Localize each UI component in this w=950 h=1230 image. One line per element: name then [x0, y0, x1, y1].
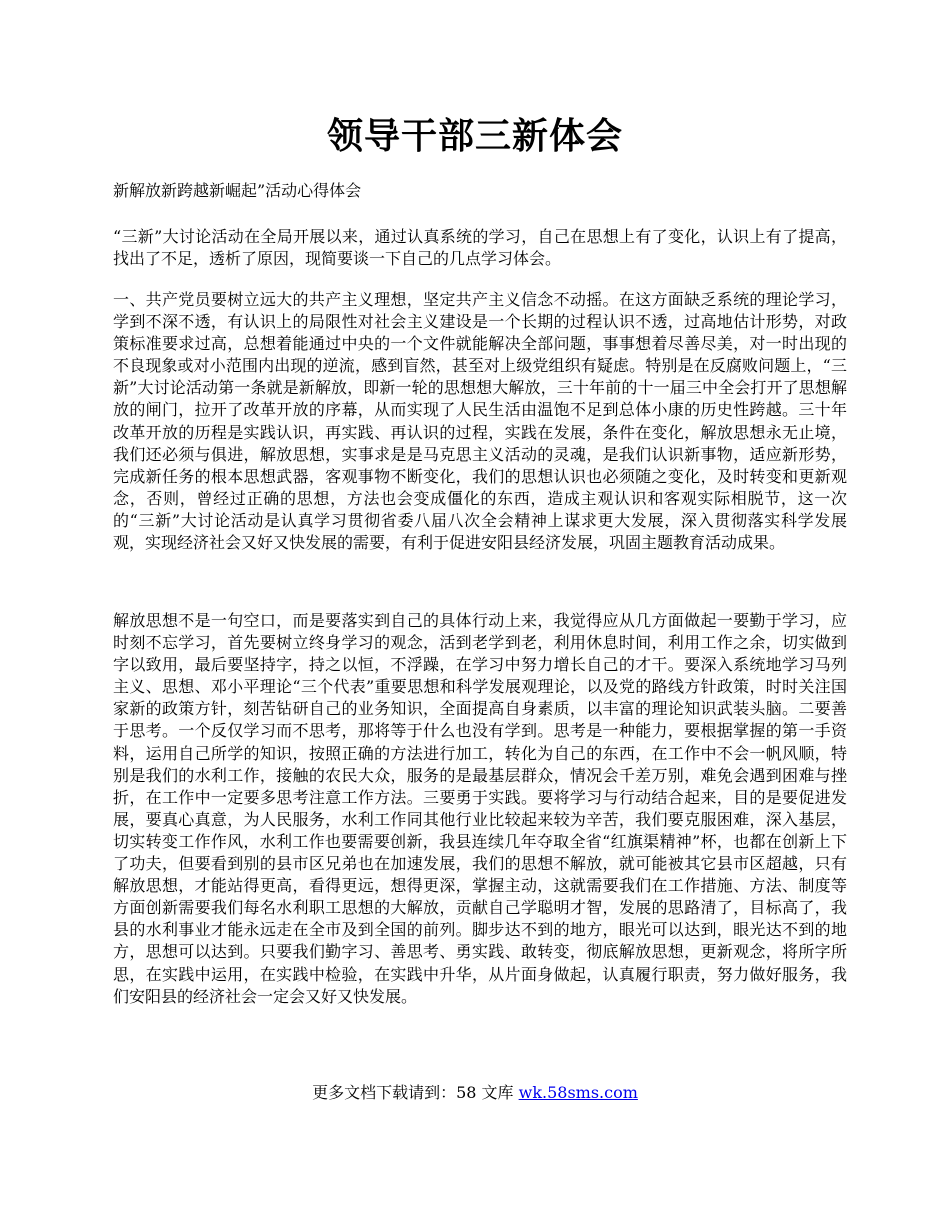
footer-link[interactable]: wk.58sms.com — [518, 1083, 638, 1102]
download-footer — [0, 1082, 950, 1104]
footer-text: 更多文档下载请到：58 文库 — [312, 1083, 519, 1102]
document-subtitle: 新解放新跨越新崛起”活动心得体会 — [113, 181, 362, 200]
paragraph-section-one: 一、共产党员要树立远大的共产主义理想，坚定共产主义信念不动摇。在这方面缺乏系统的理论学习，学到不深不透，有认识上的局限性对社会主义建设是一个长期的过程认识不透，过高地估计形势，对政策标准要求过高，总想着能通过中央的一个文件就能解决全部问题，事事想着尽善尽美，对一时出现的不良现象或对小范围内出现的逆流，感到盲然，甚至对上级党组织有疑虑。特别是在反腐败问题上，“三新”大讨论活动第一条就是新解放，即新一轮的思想想大解放，三十年前的十一届三中全会打开了思想解放的闸门，拉开了改革开放的序幕，从而实现了人民生活由温饱不足到总体小康的历史性跨越。三十年改革开放的历程是实践认识，再实践、再认识的过程，实践在发展，条件在变化，解放思想永无止境，我们还必须与俱进，解放思想，实事求是是马克思主义活动的灵魂，是我们认识新事物，适应新形势，完成新任务的根本思想武器，客观事物不断变化，我们的思想认识也必须随之变化，及时转变和更新观念，否则，曾经过正确的思想，方法也会变成僵化的东西，造成主观认识和客观实际相脱节，这一次的“三新”大讨论活动是认真学习贯彻省委八届八次全会精神上谋求更大发展，深入贯彻落实科学发展观，实现经济社会又好又快发展的需要，有利于促进安阳县经济发展，巩固主题教育活动成果。 — [113, 290, 847, 553]
paragraph-intro: “三新”大讨论活动在全局开展以来，通过认真系统的学习，自己在思想上有了变化，认识上有了提高，找出了不足，透析了原因，现简要谈一下自己的几点学习体会。 — [113, 227, 847, 269]
paragraph-section-two: 解放思想不是一句空口，而是要落实到自己的具体行动上来，我觉得应从几方面做起一要勤于学习，应时刻不忘学习，首先要树立终身学习的观念，活到老学到老，利用休息时间，利用工作之余，切实做到字以致用，最后要坚持字，持之以恒，不浮躁，在学习中努力增长自己的才干。要深入系统地学习马列主义、思想、邓小平理论“三个代表”重要思想和科学发展观理论，以及党的路线方针政策，时时关注国家新的政策方针，刻苦钻研自己的业务知识，全面提高自身素质，以丰富的理论知识武装头脑。二要善于思考。一个反仅学习而不思考，那将等于什么也没有学到。思考是一种能力，要根据掌握的第一手资料，运用自己所学的知识，按照正确的方法进行加工，转化为自己的东西，在工作中不会一帆风顺，特别是我们的水利工作，接触的农民大众，服务的是最基层群众，情况会千差万别，难免会遇到困难与挫折，在工作中一定要多思考注意工作方法。三要勇于实践。要将学习与行动结合起来，目的是要促进发展，要真心真意，为人民服务，水利工作同其他行业比较起来较为辛苦，我们要克服困难，深入基层，切实转变工作作风，水利工作也要需要创新，我县连续几年夺取全省“红旗渠精神”杯，也都在创新上下了功夫，但要看到别的县市区兄弟也在加速发展，我们的思想不解放，就可能被其它县市区超越，只有解放思想，才能站得更高，看得更远，想得更深，掌握主动，这就需要我们在工作措施、方法、制度等方面创新需要我们每名水利职工思想的大解放，贡献自己学聪明才智，发展的思路清了，目标高了，我县的水利事业才能永远走在全市及到全国的前列。脚步达不到的地方，眼光可以达到，眼光达不到的地方，思想可以达到。只要我们勤字习、善思考、勇实践、敢转变，彻底解放思想，更新观念，将所字所思，在实践中运用，在实践中检验，在实践中升华，从片面身做起，认真履行职责，努力做好服务，我们安阳县的经济社会一定会又好又快发展。 — [113, 611, 847, 1006]
document-title: 领导干部三新体会 — [326, 115, 623, 157]
